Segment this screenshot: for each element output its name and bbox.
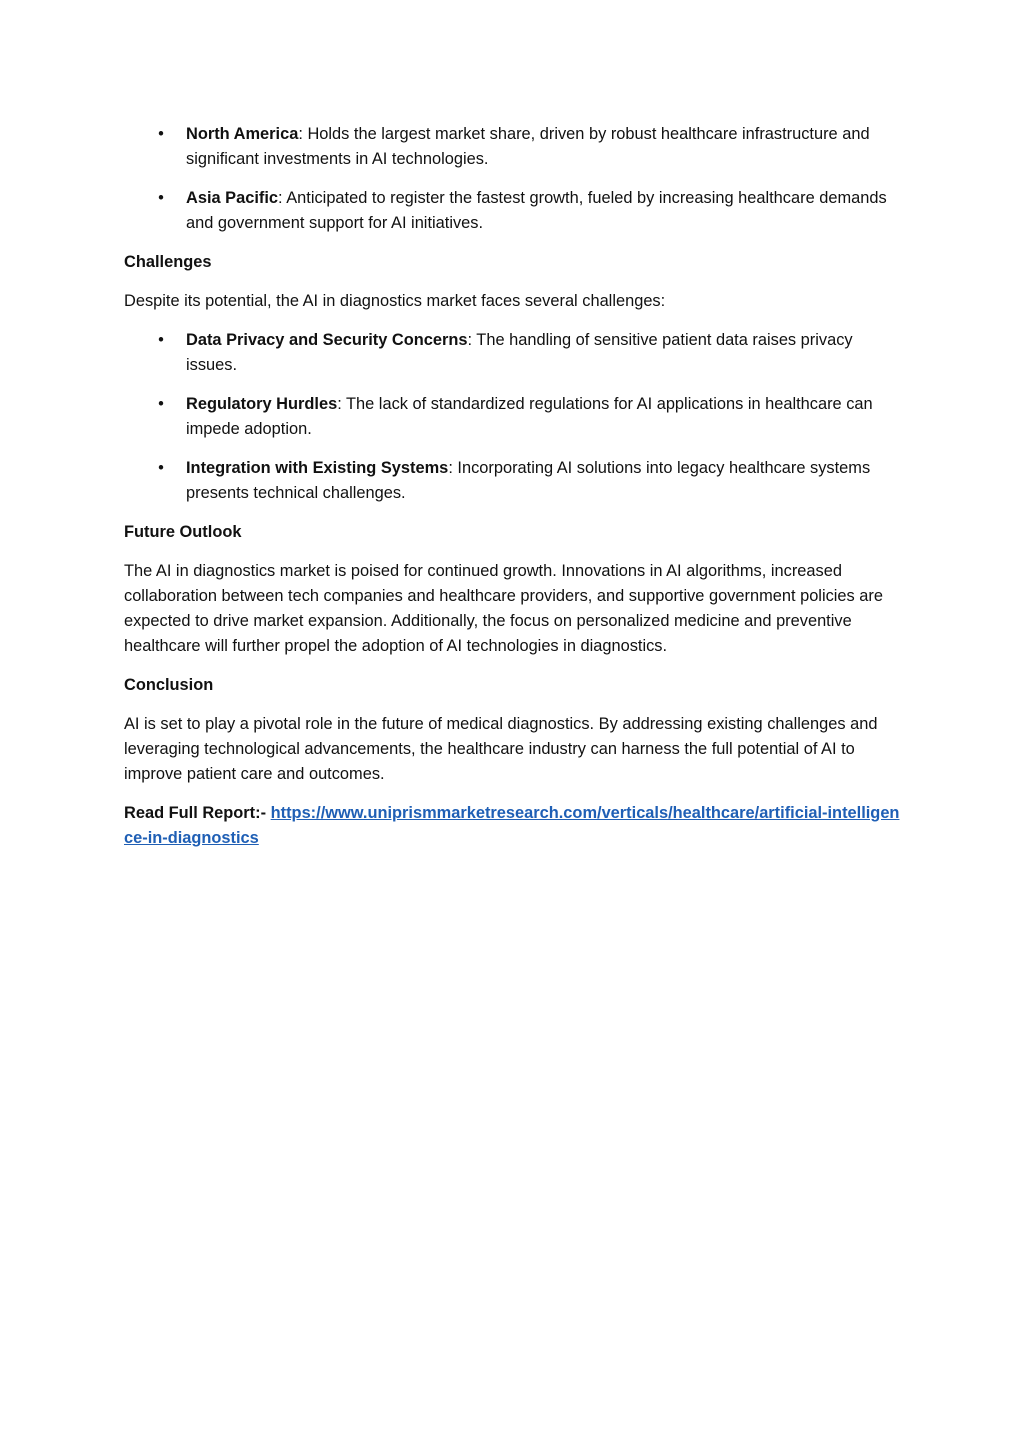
list-item bbox=[124, 456, 904, 506]
bullet-icon: • bbox=[158, 189, 164, 207]
bullet-icon: • bbox=[158, 459, 164, 477]
challenges-heading: Challenges bbox=[124, 253, 212, 271]
challenges-list bbox=[124, 328, 904, 506]
list-item-text: : The handling of sensitive patient data raises privacy issues. bbox=[186, 331, 853, 374]
regions-list bbox=[124, 122, 904, 236]
list-item bbox=[124, 392, 904, 442]
list-item-text: : Anticipated to register the fastest growth, fueled by increasing healthcare demands and government support for AI initiatives. bbox=[186, 189, 887, 232]
list-item-term: Asia Pacific bbox=[186, 189, 279, 207]
document-page bbox=[124, 122, 904, 865]
list-item-term: Data Privacy and Security Concerns bbox=[186, 331, 468, 349]
bullet-icon: • bbox=[158, 395, 164, 413]
list-item-term: North America bbox=[186, 125, 299, 143]
list-item-term: Regulatory Hurdles bbox=[186, 395, 338, 413]
future-outlook-text: The AI in diagnostics market is poised for continued growth. Innovations in AI algorithms, increased collaboration between tech companies and healthcare providers, and supportive government policies are expected to drive market expansion. Additionally, the focus on personalized medicine and preventive healthcare will further propel the adoption of AI technologies in diagnostics. bbox=[124, 562, 883, 655]
list-item bbox=[124, 328, 904, 378]
list-item bbox=[124, 122, 904, 172]
read-full-report bbox=[124, 801, 904, 851]
future-outlook-heading: Future Outlook bbox=[124, 523, 242, 541]
list-item-text: : The lack of standardized regulations for AI applications in healthcare can impede adoption. bbox=[186, 395, 873, 438]
list-item-text: : Incorporating AI solutions into legacy healthcare systems presents technical challenges. bbox=[186, 459, 871, 502]
bullet-icon: • bbox=[158, 125, 164, 143]
conclusion-heading: Conclusion bbox=[124, 676, 214, 694]
bullet-icon: • bbox=[158, 331, 164, 349]
list-item-term: Integration with Existing Systems bbox=[186, 459, 449, 477]
report-link[interactable]: https://www.uniprismmarketresearch.com/verticals/healthcare/artificial-intelligence-in-diagnostics bbox=[124, 804, 900, 847]
list-item-text: : Holds the largest market share, driven by robust healthcare infrastructure and significant investments in AI technologies. bbox=[186, 125, 870, 168]
report-label: Read Full Report:- bbox=[124, 804, 267, 822]
conclusion-text: AI is set to play a pivotal role in the future of medical diagnostics. By addressing existing challenges and leveraging technological advancements, the healthcare industry can harness the full potential of AI to improve patient care and outcomes. bbox=[124, 715, 878, 783]
challenges-intro: Despite its potential, the AI in diagnostics market faces several challenges: bbox=[124, 292, 666, 310]
list-item bbox=[124, 186, 904, 236]
